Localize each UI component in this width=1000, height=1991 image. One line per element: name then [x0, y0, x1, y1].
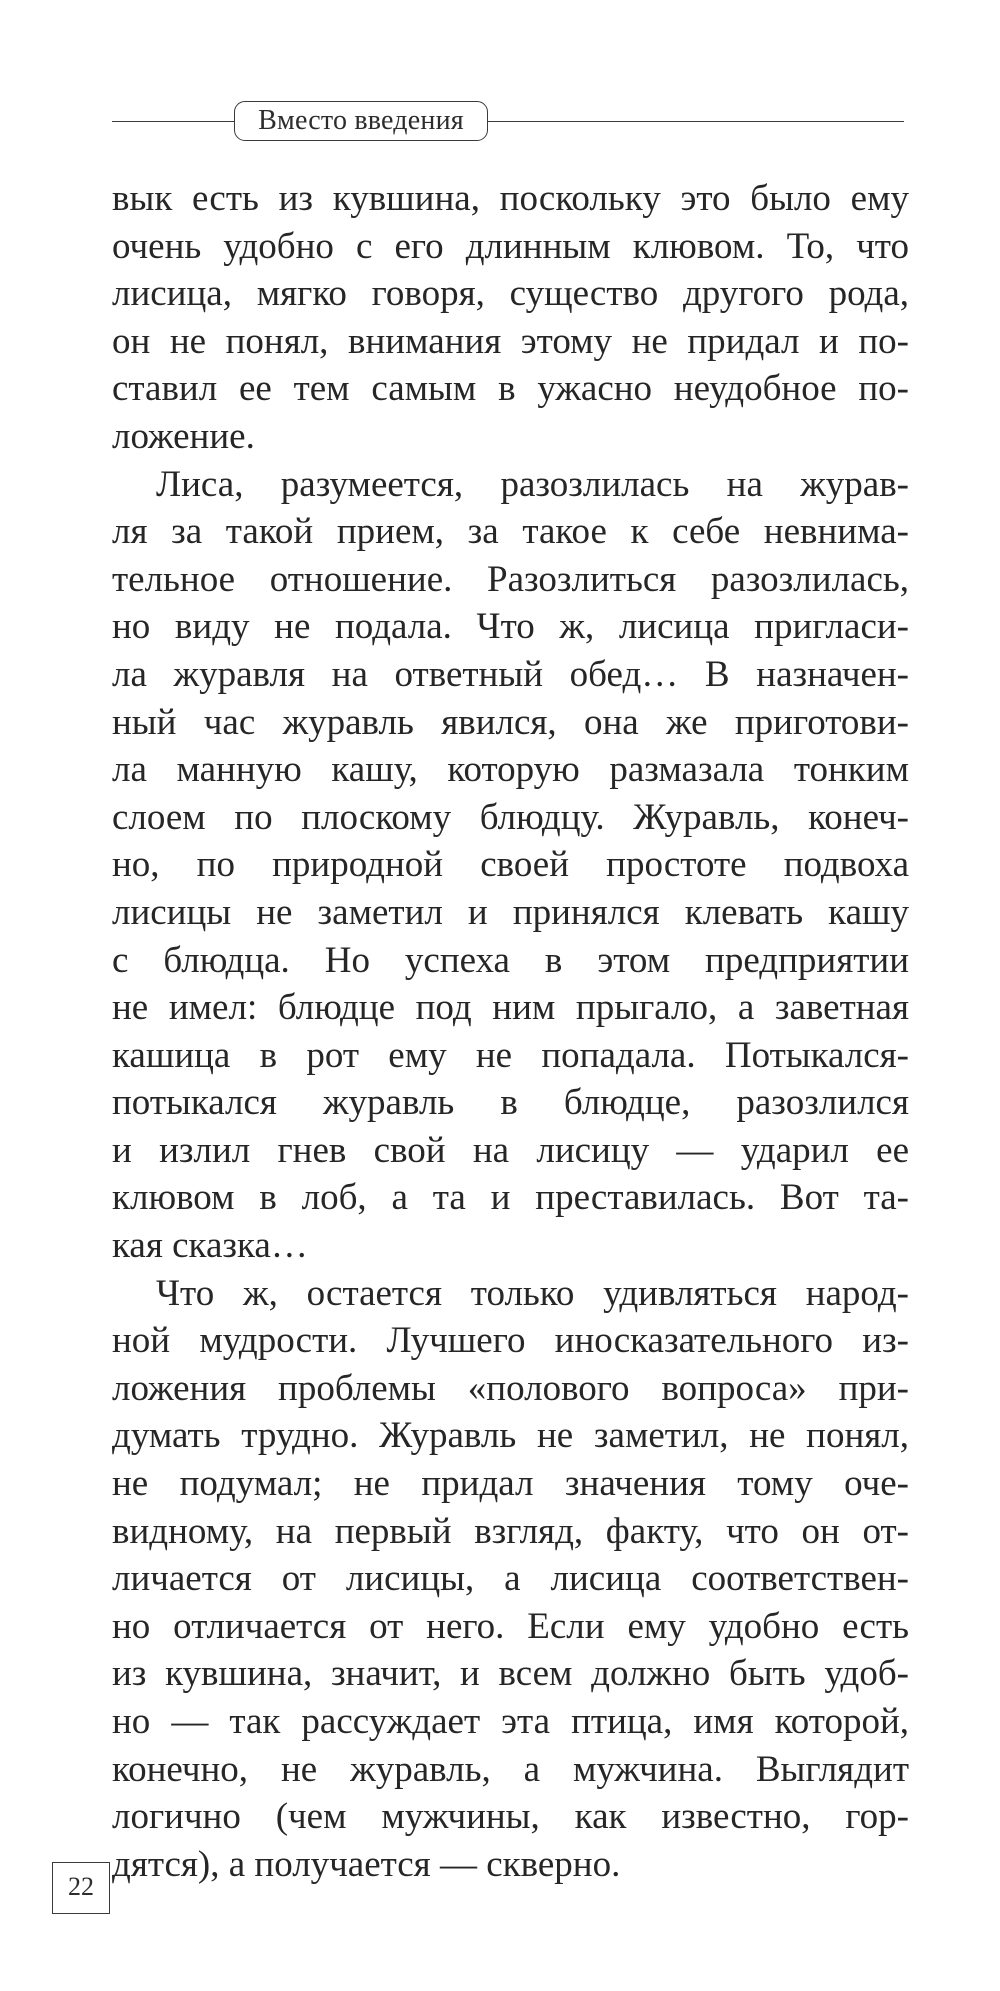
text-line: не имел: блюдце под ним прыгало, а заветная — [112, 987, 909, 1029]
text-line: клювом в лоб, а та и преставилась. Вот та- — [112, 1177, 909, 1219]
text-line: ложение. — [112, 415, 255, 457]
text-line: ла журавля на ответный обед… В назначен- — [112, 653, 909, 695]
text-line: конечно, не журавль, а мужчина. Выглядит — [112, 1748, 909, 1790]
text-line: ла манную кашу, которую размазала тонким — [112, 749, 909, 791]
text-line: не подумал; не придал значения тому оче- — [112, 1463, 909, 1505]
text-line: потыкался журавль в блюдце, разозлился — [112, 1082, 909, 1124]
paragraph-first-line: Лиса, разумеется, разозлилась на журав- — [156, 463, 909, 505]
body-text — [112, 175, 909, 1888]
text-line: и излил гнев свой на лисицу — ударил ее — [112, 1129, 909, 1171]
header-rule-left — [112, 121, 234, 122]
text-line: лисица, мягко говоря, существо другого рода, — [112, 273, 909, 315]
text-line: ложения проблемы «полового вопроса» при- — [112, 1367, 909, 1409]
text-line: вык есть из кувшина, поскольку это было ему — [112, 178, 909, 219]
text-line: из кувшина, значит, и всем должно быть удоб- — [112, 1653, 909, 1695]
text-line: логично (чем мужчины, как известно, гор- — [112, 1796, 909, 1838]
text-line: но — так рассуждает эта птица, имя которой, — [112, 1701, 909, 1742]
text-line: очень удобно с его длинным клювом. То, что — [112, 225, 909, 267]
header-rule-right — [488, 121, 904, 122]
text-line: слоем по плоскому блюдцу. Журавль, конеч- — [112, 796, 909, 838]
text-line: ный час журавль явился, она же приготови- — [112, 701, 909, 743]
text-line: он не понял, внимания этому не придал и по- — [112, 320, 909, 362]
text-line: думать трудно. Журавль не заметил, не понял, — [112, 1415, 909, 1457]
text-line: но отличается от него. Если ему удобно есть — [112, 1605, 909, 1647]
text-line: лисицы не заметил и принялся клевать кашу — [112, 891, 909, 933]
text-line: ной мудрости. Лучшего иносказательного из- — [112, 1320, 909, 1362]
text-line: с блюдца. Но успеха в этом предприятии — [112, 939, 909, 981]
text-line: видному, на первый взгляд, факту, что он от- — [112, 1510, 909, 1552]
page-number: 22 — [52, 1862, 110, 1914]
text-line: личается от лисицы, а лисица соответствен- — [112, 1558, 909, 1600]
running-header — [112, 97, 904, 147]
paragraph-first-line: Что ж, остается только удивляться народ- — [156, 1272, 909, 1314]
text-line: но, по природной своей простоте подвоха — [112, 844, 909, 886]
text-line: тельное отношение. Разозлиться разозлилась, — [112, 558, 909, 600]
text-line: кашица в рот ему не попадала. Потыкался- — [112, 1034, 909, 1076]
text-line: но виду не подала. Что ж, лисица пригласи- — [112, 606, 909, 648]
text-line: дятся), а получается — скверно. — [112, 1843, 621, 1885]
section-title: Вместо введения — [234, 101, 488, 141]
text-line: ставил ее тем самым в ужасно неудобное по- — [112, 368, 909, 410]
text-line: ля за такой прием, за такое к себе невнима- — [112, 511, 909, 553]
text-line: кая сказка… — [112, 1225, 308, 1267]
